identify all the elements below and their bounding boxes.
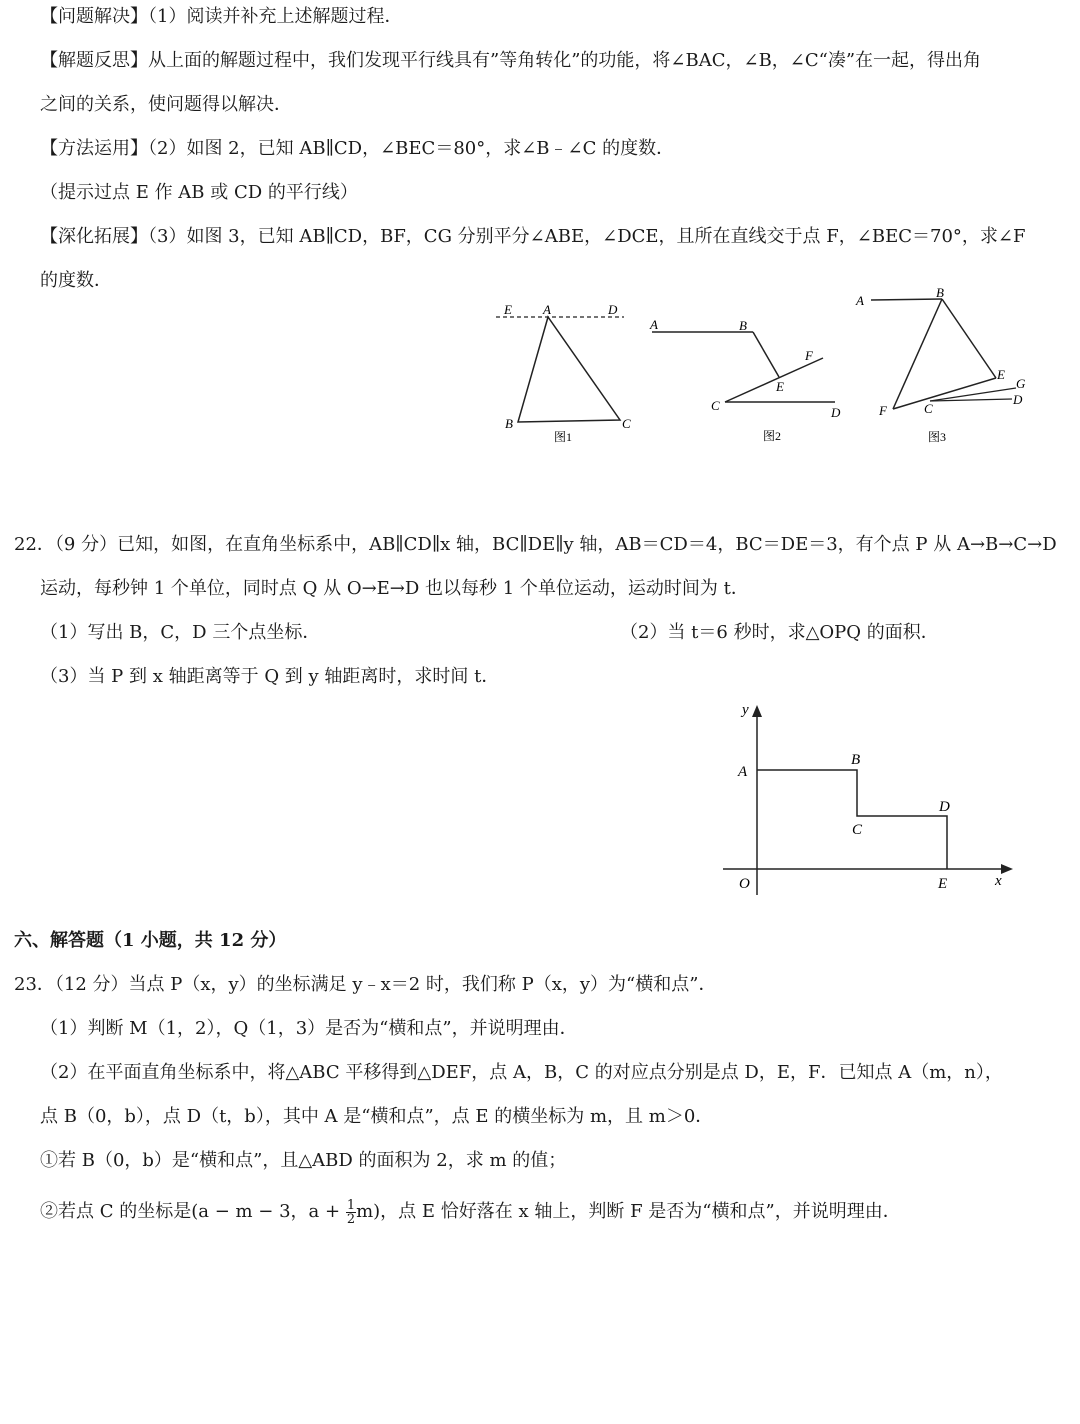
q22-part-2: （2）当 t＝6 秒时，求△OPQ 的面积． bbox=[620, 622, 939, 643]
label-d: D bbox=[831, 405, 841, 420]
q23-part-1: （1）判断 M（1，2），Q（1，3）是否为“横和点”，并说明理由． bbox=[40, 1018, 578, 1039]
q23-part-2: （2）在平面直角坐标系中，将△ABC 平移得到△DEF，点 A，B，C 的对应点分别是点 D，E，F．已知点 A（m，n）， bbox=[40, 1062, 1003, 1083]
q22-part-3: （3）当 P 到 x 轴距离等于 Q 到 y 轴距离时，求时间 t． bbox=[40, 666, 500, 687]
text-line-7: 的度数． bbox=[40, 270, 112, 291]
q23-sub-1: ①若 B（0，b）是“横和点”，且△ABD 的面积为 2，求 m 的值； bbox=[40, 1150, 567, 1171]
label-b: B bbox=[739, 318, 747, 333]
label-a: A bbox=[856, 293, 864, 308]
label-a: A bbox=[543, 302, 551, 317]
q23-sub-2-pre: ②若点 C 的坐标是(a − m − 3，a + bbox=[40, 1201, 346, 1222]
label-f: F bbox=[879, 403, 887, 418]
q23-sub-2 bbox=[40, 1198, 901, 1226]
caption-fig3: 图3 bbox=[928, 430, 947, 444]
label-d: D bbox=[1013, 392, 1023, 407]
label-d: D bbox=[939, 799, 950, 815]
caption-fig2: 图2 bbox=[763, 429, 782, 443]
figure-2 bbox=[645, 310, 860, 450]
text-line-5: （提示过点 E 作 AB 或 CD 的平行线） bbox=[40, 182, 358, 203]
label-e: E bbox=[997, 367, 1005, 382]
label-e: E bbox=[776, 379, 784, 394]
figure-1 bbox=[490, 296, 640, 446]
q22-part-1: （1）写出 B，C，D 三个点坐标． bbox=[40, 622, 321, 643]
label-d: D bbox=[608, 302, 618, 317]
q23-line-1: 23．（12 分）当点 P（x，y）的坐标满足 y﹣x＝2 时，我们称 P（x，y）为“横和点”． bbox=[14, 974, 717, 995]
text-line-1: 【问题解决】（1）阅读并补充上述解题过程． bbox=[40, 6, 403, 27]
line-be bbox=[942, 299, 996, 378]
label-b: B bbox=[505, 416, 513, 431]
label-e: E bbox=[504, 302, 512, 317]
coordinate-figure bbox=[715, 695, 1020, 905]
label-e: E bbox=[938, 876, 948, 892]
label-c: C bbox=[622, 416, 631, 431]
label-c: C bbox=[711, 398, 720, 413]
label-g: G bbox=[1016, 376, 1026, 391]
label-f: F bbox=[805, 348, 813, 363]
q22-line-2: 运动，每秒钟 1 个单位，同时点 Q 从 O→E→D 也以每秒 1 个单位运动，运动时间为 t． bbox=[40, 578, 749, 599]
fraction-denominator: 2 bbox=[346, 1211, 356, 1227]
text-line-6: 【深化拓展】（3）如图 3，已知 AB∥CD，BF，CG 分别平分∠ABE，∠DCE，且所在直线交于点 F，∠BEC＝70°，求∠F bbox=[40, 226, 1026, 247]
line-bf bbox=[893, 299, 942, 409]
line-be bbox=[753, 332, 779, 377]
label-c: C bbox=[852, 822, 863, 838]
text-line-4: 【方法运用】（2）如图 2，已知 AB∥CD，∠BEC＝80°，求∠B﹣∠C 的度数． bbox=[40, 138, 675, 159]
text-line-2: 【解题反思】从上面的解题过程中，我们发现平行线具有”等角转化”的功能，将∠BAC，∠B，∠C“凑”在一起，得出角 bbox=[40, 50, 982, 71]
section-6-heading: 六、解答题（1 小题，共 12 分） bbox=[14, 930, 287, 951]
label-a: A bbox=[650, 317, 658, 332]
label-y: y bbox=[742, 702, 749, 718]
text-line-3: 之间的关系，使问题得以解决． bbox=[40, 94, 292, 115]
label-b: B bbox=[851, 752, 861, 768]
caption-fig1: 图1 bbox=[554, 430, 573, 444]
label-c: C bbox=[924, 401, 933, 416]
fraction-numerator: 1 bbox=[346, 1197, 356, 1213]
label-x: x bbox=[995, 873, 1002, 889]
triangle-abc bbox=[518, 317, 620, 422]
x-axis-arrow bbox=[1001, 864, 1013, 874]
q22-line-1: 22．（9 分）已知，如图，在直角坐标系中，AB∥CD∥x 轴，BC∥DE∥y 轴，AB＝CD＝4，BC＝DE＝3，有个点 P 从 A→B→C→D bbox=[14, 534, 1057, 555]
q23-sub-2-post: m)，点 E 恰好落在 x 轴上，判断 F 是否为“横和点”，并说明理由． bbox=[356, 1201, 901, 1222]
line-cf bbox=[725, 358, 823, 402]
label-b: B bbox=[936, 285, 944, 300]
q23-part-2-cont: 点 B（0，b），点 D（t，b），其中 A 是“横和点”，点 E 的横坐标为 m，且 m＞0． bbox=[40, 1106, 714, 1127]
y-axis-arrow bbox=[752, 705, 762, 717]
label-o: O bbox=[739, 876, 750, 892]
fraction-half bbox=[346, 1199, 356, 1226]
line-ab bbox=[871, 299, 942, 300]
label-a: A bbox=[738, 764, 748, 780]
figure-3 bbox=[850, 285, 1040, 450]
path-abcde bbox=[757, 770, 947, 869]
